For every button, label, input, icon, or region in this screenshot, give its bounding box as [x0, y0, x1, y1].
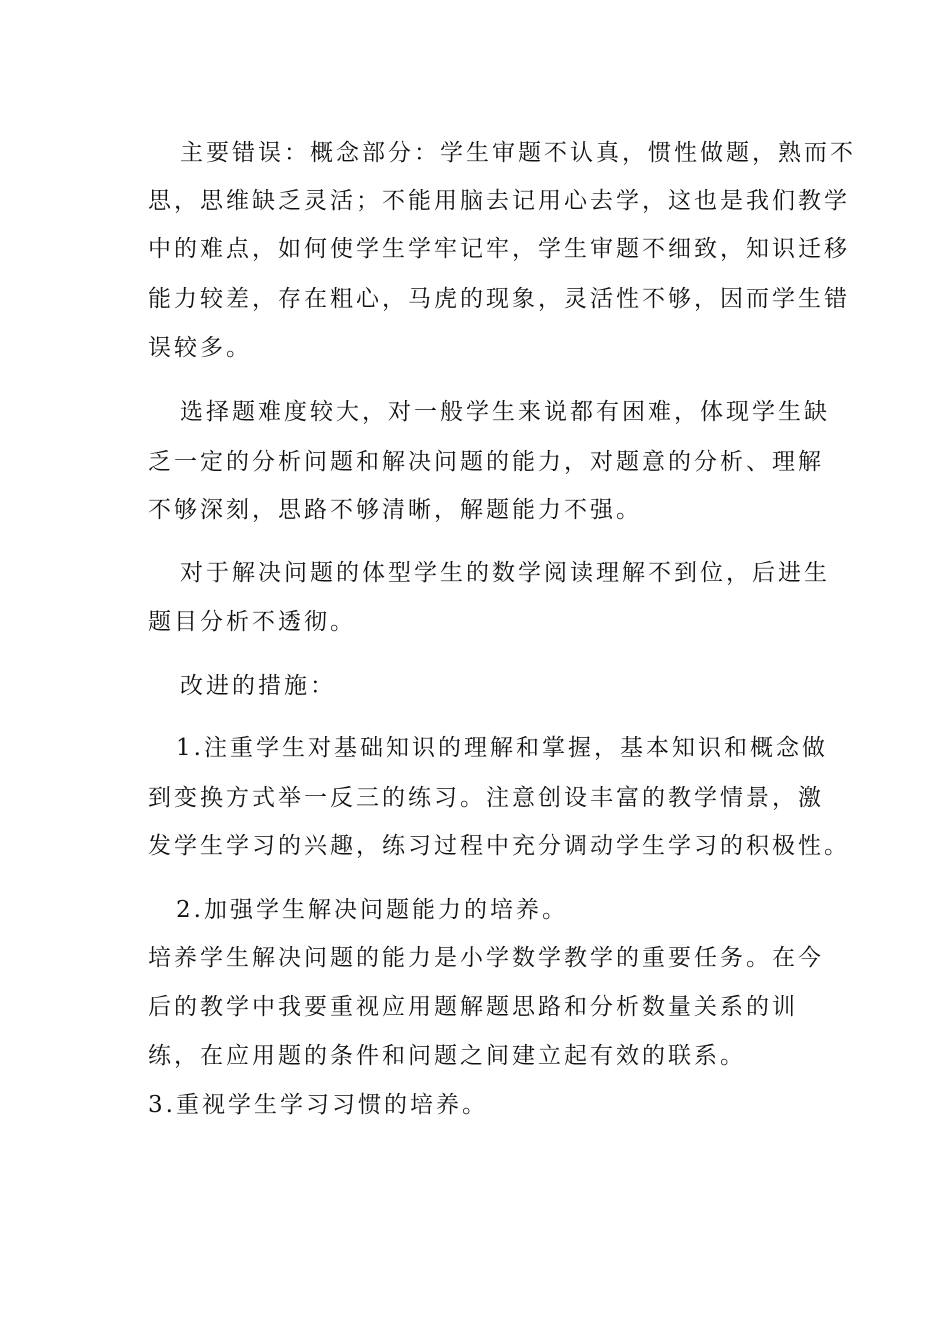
item-1-line-1: 1.注重学生对基础知识的理解和掌握，基本知识和概念做: [176, 735, 828, 761]
paragraph-3-line-2: 题目分析不透彻。: [148, 609, 356, 635]
item-2-body-line-1: 培养学生解决问题的能力是小学数学教学的重要任务。在今: [148, 945, 824, 971]
paragraph-2-line-3: 不够深刻，思路不够清晰，解题能力不强。: [148, 497, 642, 523]
item-3-heading: 3.重视学生学习习惯的培养。: [148, 1092, 488, 1118]
item-1-line-3: 发学生学习的兴趣，练习过程中充分调动学生学习的积极性。: [148, 833, 850, 859]
item-2-body-line-3: 练，在应用题的条件和问题之间建立起有效的联系。: [148, 1043, 746, 1069]
paragraph-1-line-5: 误较多。: [148, 335, 252, 361]
paragraph-1-line-1: 主要错误：概念部分：学生审题不认真，惯性做题，熟而不: [180, 140, 856, 166]
item-2-body-line-2: 后的教学中我要重视应用题解题思路和分析数量关系的训: [148, 994, 798, 1020]
item-1-line-2: 到变换方式举一反三的练习。注意创设丰富的教学情景，激: [148, 785, 824, 811]
paragraph-2-line-2: 乏一定的分析问题和解决问题的能力，对题意的分析、理解: [148, 449, 824, 475]
item-2-heading: 2.加强学生解决问题能力的培养。: [176, 897, 568, 923]
paragraph-1-line-4: 能力较差，存在粗心，马虎的现象，灵活性不够，因而学生错: [148, 286, 850, 312]
paragraph-2-line-1: 选择题难度较大，对一般学生来说都有困难，体现学生缺: [180, 399, 830, 425]
paragraph-3-line-1: 对于解决问题的体型学生的数学阅读理解不到位，后进生: [180, 560, 830, 586]
paragraph-1-line-3: 中的难点，如何使学生学牢记牢，学生审题不细致，知识迁移: [148, 236, 850, 262]
paragraph-1-line-2: 思，思维缺乏灵活；不能用脑去记用心去学，这也是我们教学: [148, 188, 850, 214]
section-heading-improvement: 改进的措施：: [180, 673, 336, 699]
